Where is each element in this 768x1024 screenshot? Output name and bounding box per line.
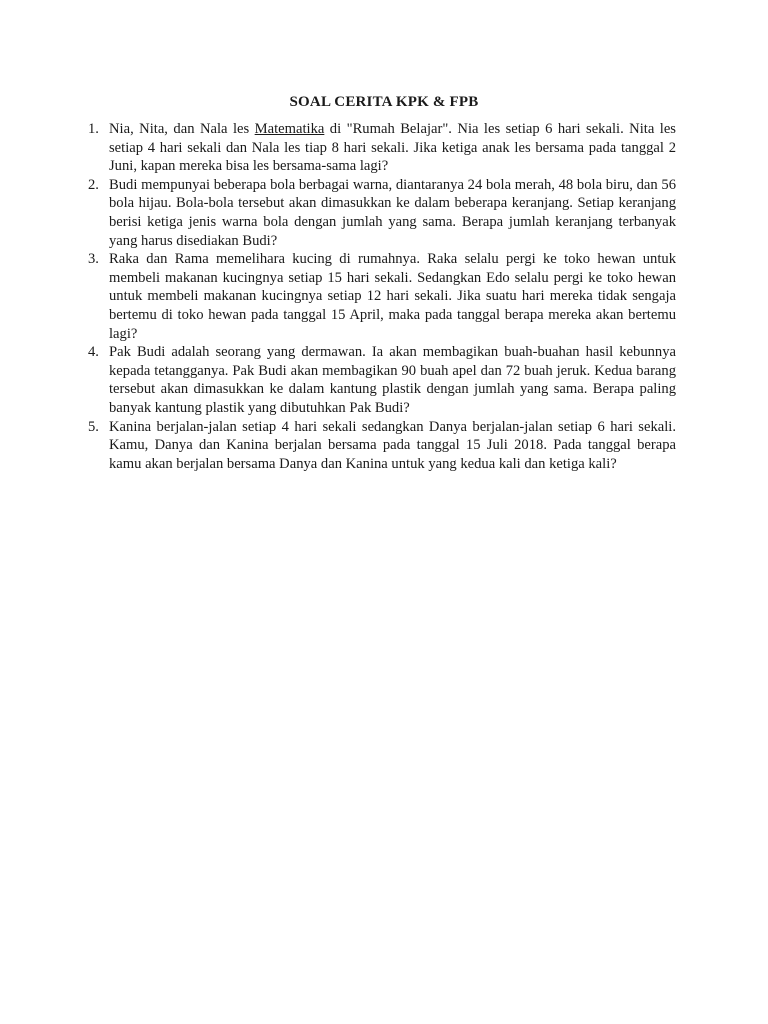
question-number: 3. (88, 251, 99, 268)
question-text: Budi mempunyai beberapa bola berbagai warna, diantaranya 24 bola merah, 48 bola biru, dan 56 bola hijau. Bola-bola tersebut akan dimasukkan ke dalam beberapa keranjang. Setiap keranjang berisi ketiga jenis warna bola dengan jumlah yang sama. Berapa jumlah keranjang terbanyak yang harus disediakan Budi? (109, 176, 676, 249)
question-text: Raka dan Rama memelihara kucing di rumahnya. Raka selalu pergi ke toko hewan untuk membeli makanan kucingnya setiap 15 hari sekali. Sedangkan Edo selalu pergi ke toko hewan untuk membeli makanan kucingnya setiap 12 hari sekali. Jika suatu hari mereka tidak sengaja bertemu di toko hewan pada tanggal 15 April, maka pada tanggal berapa mereka akan bertemu lagi? (109, 251, 676, 342)
question-text-part: Nia, Nita, dan Nala les (109, 121, 255, 137)
question-item-1 (88, 120, 676, 176)
question-number: 4. (88, 344, 99, 361)
question-item-4 (88, 343, 676, 417)
question-text: Kanina berjalan-jalan setiap 4 hari sekali sedangkan Danya berjalan-jalan setiap 6 hari sekali. Kamu, Danya dan Kanina berjalan bersama pada tanggal 15 Juli 2018. Pada tanggal berapa kamu akan berjalan bersama Danya dan Kanina untuk yang kedua kali dan ketiga kali? (109, 418, 676, 472)
question-item-5 (88, 418, 676, 474)
question-item-2 (88, 176, 676, 250)
question-text (109, 120, 676, 176)
question-text: Pak Budi adalah seorang yang dermawan. Ia akan membagikan buah-buahan hasil kebunnya kepada tetangganya. Pak Budi akan membagikan 90 buah apel dan 72 buah jeruk. Kedua barang tersebut akan dimasukkan ke dalam kantung plastik dengan jumlah yang sama. Berapa paling banyak kantung plastik yang dibutuhkan Pak Budi? (109, 344, 676, 416)
question-item-3 (88, 250, 676, 343)
question-number: 2. (88, 176, 99, 193)
question-list (88, 120, 676, 473)
underlined-word: Matematika (254, 121, 325, 137)
question-text-part: di "Rumah Belajar". Nia les setiap 6 hari sekali. Nita les setiap 4 hari sekali dan Nala les tiap 8 hari sekali. Jika ketiga anak les bersama pada tanggal 2 Juni, kapan mereka bisa les bersama-sama lagi? (109, 121, 676, 175)
question-number: 5. (88, 418, 99, 435)
question-number: 1. (88, 121, 99, 137)
document-title: SOAL CERITA KPK & FPB (289, 94, 479, 110)
